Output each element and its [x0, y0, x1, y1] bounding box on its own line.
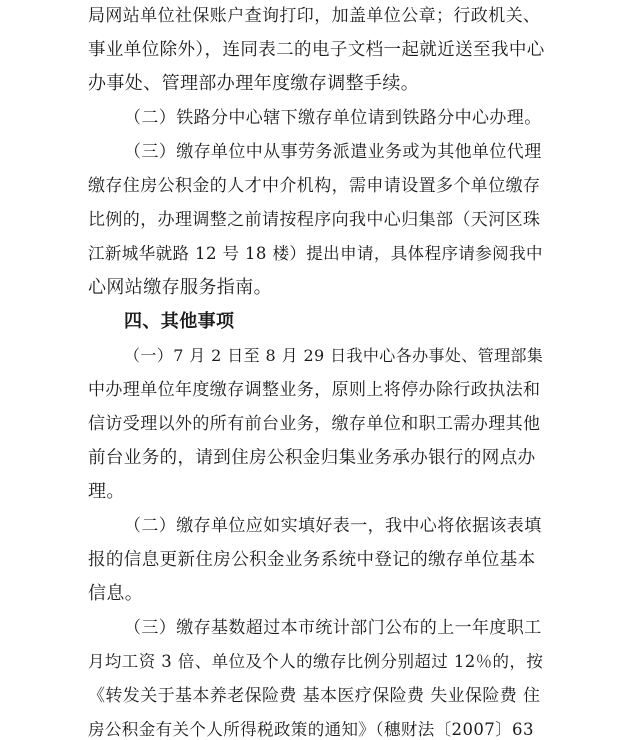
- paragraph-line: （三）缴存单位中从事劳务派遣业务或为其他单位代理: [124, 142, 542, 162]
- section-heading: 四、其他事项: [124, 311, 235, 332]
- paragraph-line: （二）缴存单位应如实填好表一，我中心将依据该表填: [124, 516, 542, 536]
- paragraph-line: 前台业务的，请到住房公积金归集业务承办银行的网点办: [88, 448, 536, 468]
- paragraph-line: 报的信息更新住房公积金业务系统中登记的缴存单位基本: [88, 550, 536, 570]
- paragraph-line: 信访受理以外的所有前台业务，缴存单位和职工需办理其他: [88, 414, 541, 434]
- paragraph-line: 《转发关于基本养老保险费 基本医疗保险费 失业保险费 住: [88, 686, 541, 706]
- paragraph-line: 理。: [88, 481, 125, 502]
- paragraph-line: 中办理单位年度缴存调整业务，原则上将停办除行政执法和: [88, 380, 541, 400]
- paragraph-line: 局网站单位社保账户查询打印，加盖单位公章；行政机关、: [88, 6, 541, 26]
- paragraph-line: 办事处、管理部办理年度缴存调整手续。: [88, 73, 420, 94]
- paragraph-line: （一）7 月 2 日至 8 月 29 日我中心各办事处、管理部集: [124, 346, 544, 365]
- paragraph-line: （三）缴存基数超过本市统计部门公布的上一年度职工: [124, 618, 542, 638]
- paragraph-line: 心网站缴存服务指南。: [88, 277, 272, 298]
- paragraph-line: 江新城华就路 12 号 18 楼）提出申请，具体程序请参阅我中: [88, 244, 543, 263]
- paragraph-line: 事业单位除外），连同表二的电子文档一起就近送至我中心: [88, 40, 545, 60]
- paragraph-line: 月均工资 3 倍、单位及个人的缴存比例分别超过 12％的，按: [88, 652, 544, 671]
- paragraph-line: 信息。: [88, 583, 144, 604]
- paragraph-line: （二）铁路分中心辖下缴存单位请到铁路分中心办理。: [124, 108, 542, 128]
- paragraph-line: 缴存住房公积金的人才中介机构，需申请设置多个单位缴存: [88, 176, 541, 196]
- paragraph-line: 房公积金有关个人所得税政策的通知》（穗财法〔2007〕63: [88, 720, 534, 739]
- paragraph-line: 比例的，办理调整之前请按程序向我中心归集部（天河区珠: [88, 210, 541, 230]
